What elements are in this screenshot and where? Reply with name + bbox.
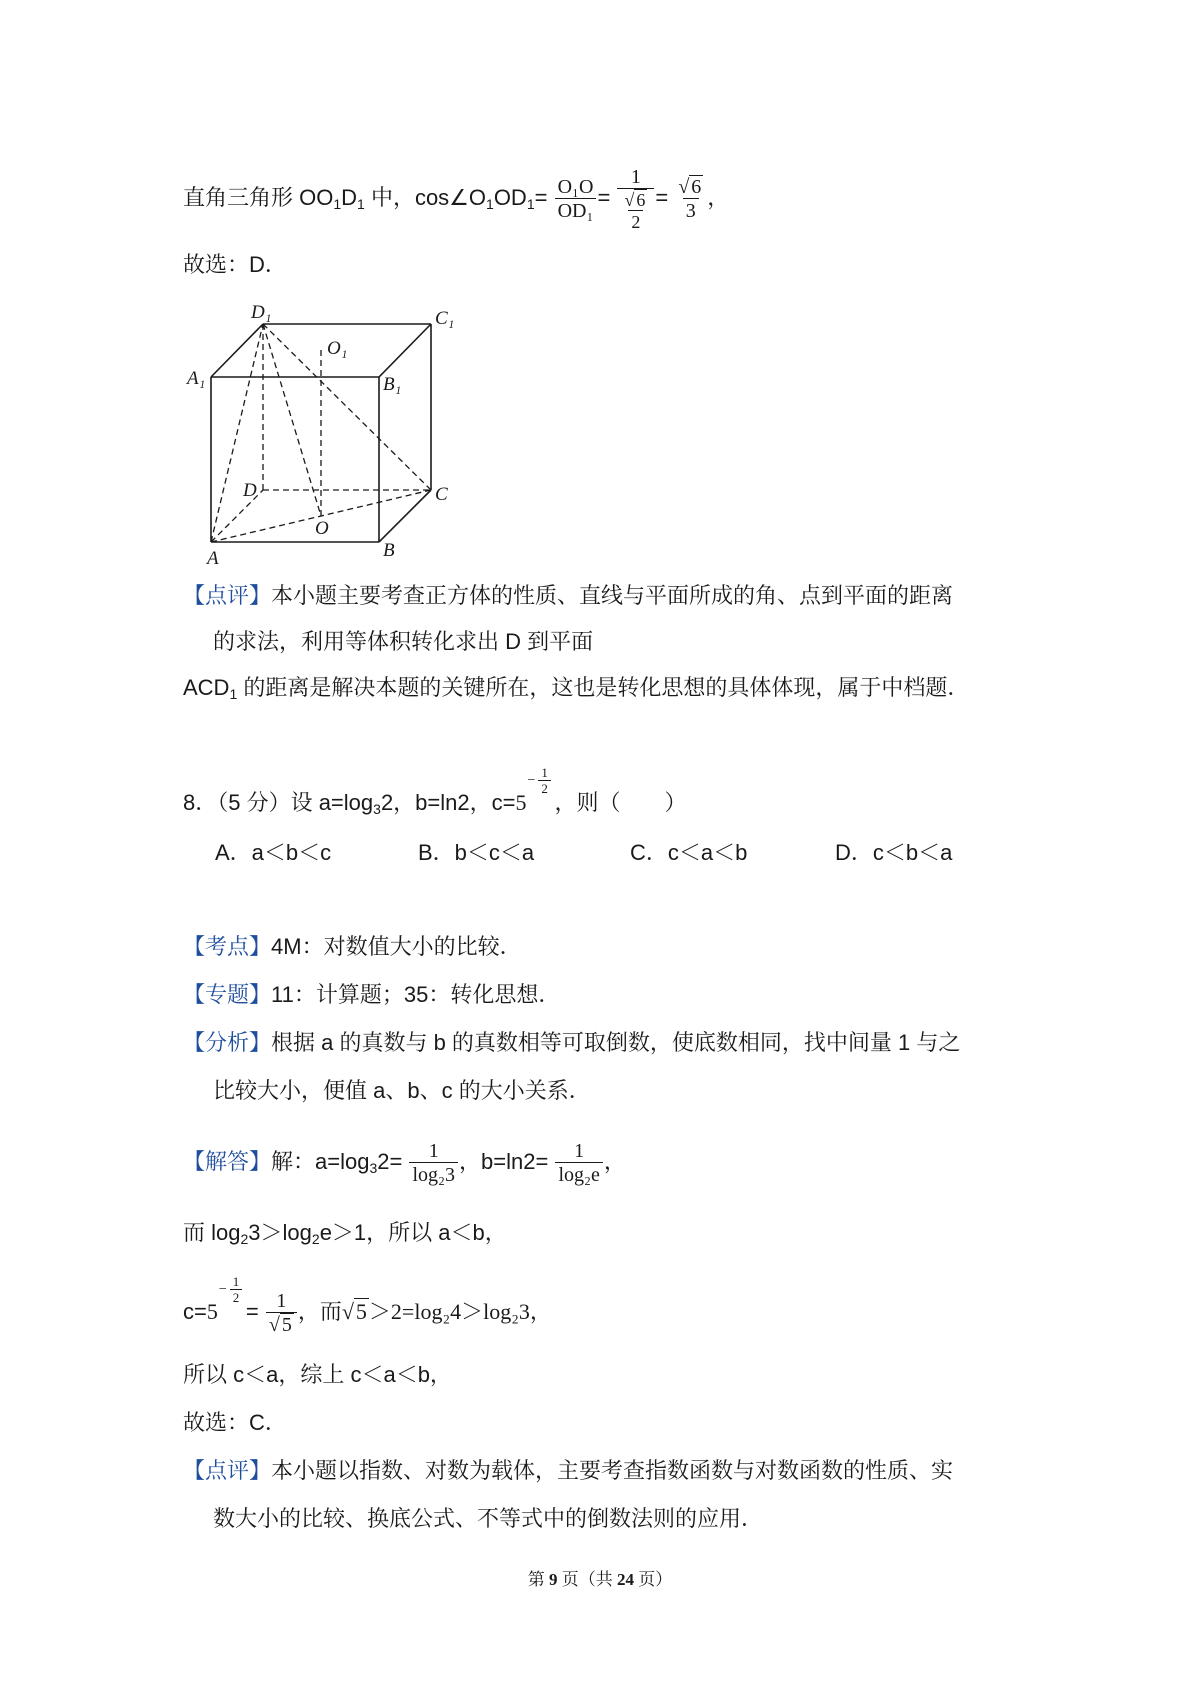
label-b: B [383, 540, 395, 561]
option-a: A．a＜b＜c [215, 840, 332, 865]
tag-review: 【点评】 [183, 583, 272, 608]
denominator: log₂3 [409, 1162, 458, 1186]
text: 2= [377, 1148, 403, 1174]
exponent [527, 766, 551, 796]
power-5 [515, 765, 548, 818]
review8-line-2: 数大小的比较、换底公式、不等式中的倒数法则的应用． [213, 1506, 764, 1531]
label-o: O [315, 518, 329, 539]
fraction-1-log2e [555, 1140, 602, 1186]
subscript: 1 [333, 195, 342, 212]
numerator: 1 [541, 765, 548, 780]
option-b: B．b＜c＜a [418, 840, 535, 865]
zhuanti-line [183, 980, 560, 1010]
label-a1: A₁ [187, 368, 206, 389]
denominator: 2 [628, 210, 643, 232]
c-line [183, 1273, 552, 1336]
subscript: 2 [311, 1231, 320, 1247]
text: 11：计算题；35：转化思想． [271, 982, 561, 1007]
review-line-3 [183, 673, 969, 703]
numerator: O₁O [557, 176, 594, 198]
cube-figure [183, 300, 463, 570]
label-c1: C₁ [435, 308, 455, 329]
numerator: 1 [574, 1140, 585, 1162]
text: ，而 [297, 1298, 342, 1324]
fenxi-line-2: 比较大小，便值 a、b、c 的大小关系． [213, 1078, 591, 1103]
text: ，则（ ） [554, 790, 687, 815]
fraction-o1o-od1 [555, 176, 597, 222]
text: 2，b=ln2，c= [380, 790, 516, 815]
review-line-2: 的求法，利用等体积转化求出 D 到平面 [213, 629, 594, 654]
equals: = [534, 184, 548, 210]
text: e＞1，所以 a＜b， [319, 1220, 507, 1245]
subscript: 1 [486, 195, 494, 212]
label-c: C [435, 484, 448, 505]
inner-fraction [621, 190, 650, 232]
subscript: 1 [229, 686, 238, 702]
sqrt: √ 6 [624, 190, 646, 210]
text: c= [183, 1298, 207, 1324]
review8-line-1 [183, 1456, 953, 1486]
text: 8．（5 分）设 a=log [183, 790, 374, 815]
label-o1: O₁ [327, 338, 348, 359]
text: ＞2=log₂4＞log₂3， [368, 1298, 552, 1324]
text: ， [603, 1148, 626, 1174]
jieda-line [183, 1140, 626, 1186]
subscript: 2 [240, 1231, 249, 1247]
option-d: D．c＜b＜a [835, 840, 953, 865]
minus: − [218, 1281, 227, 1297]
text: ，b=ln2= [459, 1148, 549, 1174]
page-number: 9 [549, 1570, 558, 1589]
text: 4M：对数值大小的比较． [271, 934, 522, 959]
denominator: 3 [683, 198, 699, 222]
fraction-1-log23 [409, 1140, 458, 1186]
text: ， [707, 184, 730, 210]
equals: = [655, 184, 669, 210]
answer-c: 故选：C． [183, 1410, 287, 1435]
fraction-1-sqrt5 [266, 1290, 297, 1336]
numerator: 1 [232, 1273, 240, 1289]
text: D [341, 184, 358, 210]
numerator: 1 [276, 1290, 287, 1312]
denominator: 2 [538, 780, 551, 796]
page-footer [0, 1565, 1200, 1590]
subscript: 1 [357, 195, 365, 212]
subscript: 3 [373, 801, 381, 817]
text: 的距离是解决本题的关键所在，这也是转化思想的具体体现，属于中档题． [237, 675, 970, 700]
radicand: 6 [691, 176, 702, 198]
edge-b1c1 [379, 324, 431, 377]
denominator: log₂e [555, 1162, 602, 1186]
base: 5 [515, 790, 527, 815]
denominator: 2 [230, 1289, 243, 1305]
text: 直角三角形 OO [183, 184, 334, 210]
equals: = [245, 1298, 259, 1324]
exponent [219, 1275, 243, 1305]
sqrt: √ 5 [266, 1312, 297, 1336]
text: 页） [634, 1570, 673, 1589]
option-c: C．c＜a＜b [630, 840, 748, 865]
subscript: 1 [526, 195, 535, 212]
tag-review: 【点评】 [183, 1458, 272, 1483]
page-total: 24 [617, 1570, 634, 1589]
tag-fenxi: 【分析】 [183, 1030, 272, 1055]
fenxi-line-1 [183, 1028, 960, 1058]
text: 解：a=log [271, 1148, 370, 1174]
radicand: 5 [281, 1314, 292, 1336]
text: 而 log [183, 1220, 241, 1245]
tag-kaodian: 【考点】 [183, 934, 272, 959]
kaodian-line [183, 932, 522, 962]
text: 页（共 [557, 1570, 617, 1589]
edge-bc [379, 490, 431, 542]
review-line-1 [183, 581, 953, 611]
exponent-fraction [230, 1275, 243, 1305]
text: 本小题以指数、对数为载体，主要考查指数函数与对数函数的性质、实 [271, 1458, 954, 1483]
label-d: D [243, 480, 257, 501]
equals: = [597, 184, 611, 210]
radicand: 6 [636, 190, 646, 210]
fraction-sqrt6-over-3 [675, 176, 706, 222]
base: 5 [206, 1298, 218, 1324]
answer-d: 故选：D． [183, 252, 287, 277]
text: 根据 a 的真数与 b 的真数相等可取倒数，使底数相同，找中间量 1 与之 [271, 1030, 961, 1055]
label-a: A [207, 548, 219, 569]
power-5 [206, 1273, 240, 1327]
label-d1: D₁ [251, 302, 272, 323]
denominator [617, 188, 654, 232]
minus: − [527, 773, 536, 788]
text: 3＞log [248, 1220, 312, 1245]
text: ACD [183, 675, 230, 700]
edge-a1d1 [211, 324, 263, 377]
text: 本小题主要考查正方体的性质、直线与平面所成的角、点到平面的距离 [271, 583, 954, 608]
text: OD [493, 184, 527, 210]
log-line [183, 1218, 507, 1248]
denominator: OD₁ [555, 198, 597, 222]
diag-ad1 [211, 324, 263, 542]
fraction-1-over-sqrt6-2 [617, 166, 654, 232]
question-8 [183, 765, 687, 818]
text: 第 [527, 1570, 549, 1589]
sqrt: √ 6 [678, 176, 702, 198]
sqrt: √5 [341, 1298, 367, 1324]
tag-zhuanti: 【专题】 [183, 982, 272, 1007]
numerator: 1 [630, 166, 641, 188]
radicand: 5 [355, 1298, 367, 1324]
numerator: 1 [428, 1140, 439, 1162]
so-line: 所以 c＜a，综上 c＜a＜b， [183, 1362, 452, 1387]
exponent-fraction [538, 766, 551, 796]
subscript: 3 [369, 1159, 378, 1176]
text: 中，cos∠O [364, 184, 487, 210]
tag-jieda: 【解答】 [183, 1148, 272, 1174]
label-b1: B₁ [383, 374, 402, 395]
cos-line [183, 166, 729, 232]
